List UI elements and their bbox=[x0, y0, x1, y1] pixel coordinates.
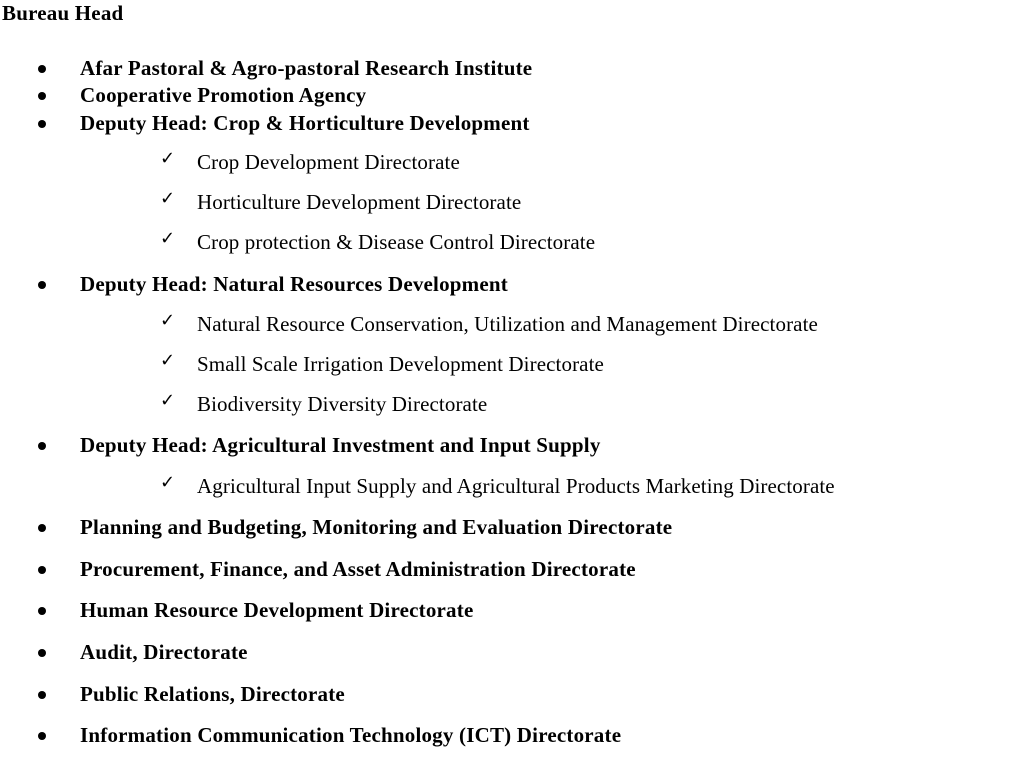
sub-list-item-label: Horticulture Development Directorate bbox=[197, 190, 522, 214]
checkmark-icon: ✓ bbox=[160, 310, 176, 331]
bullet-icon bbox=[38, 732, 46, 740]
bullet-icon bbox=[38, 607, 46, 615]
checkmark-icon: ✓ bbox=[160, 188, 176, 209]
sub-list-item-label: Natural Resource Conservation, Utilization and Management Directorate bbox=[197, 312, 818, 336]
checkmark-icon: ✓ bbox=[160, 472, 176, 493]
checkmark-icon: ✓ bbox=[160, 148, 176, 169]
bullet-icon bbox=[38, 120, 46, 128]
list-item-label: Deputy Head: Crop & Horticulture Development bbox=[80, 111, 530, 135]
sub-list-item-label: Biodiversity Diversity Directorate bbox=[197, 392, 488, 416]
list-item-label: Afar Pastoral & Agro-pastoral Research Institute bbox=[80, 56, 533, 80]
list-item-label: Deputy Head: Natural Resources Development bbox=[80, 272, 508, 296]
bullet-icon bbox=[38, 524, 46, 532]
bullet-icon bbox=[38, 442, 46, 450]
sub-list-item-label: Crop Development Directorate bbox=[197, 150, 460, 174]
bullet-icon bbox=[38, 92, 46, 100]
bullet-icon bbox=[38, 691, 46, 699]
list-item-label: Deputy Head: Agricultural Investment and Input Supply bbox=[80, 433, 601, 457]
list-item-label: Audit, Directorate bbox=[80, 640, 248, 664]
bullet-icon bbox=[38, 65, 46, 73]
bullet-icon bbox=[38, 566, 46, 574]
bullet-icon bbox=[38, 649, 46, 657]
document-heading: Bureau Head bbox=[2, 1, 124, 25]
sub-list-item-label: Crop protection & Disease Control Directorate bbox=[197, 230, 596, 254]
list-item-label: Cooperative Promotion Agency bbox=[80, 83, 367, 107]
list-item-label: Human Resource Development Directorate bbox=[80, 598, 474, 622]
list-item-label: Information Communication Technology (ICT) Directorate bbox=[80, 723, 622, 747]
list-item-label: Planning and Budgeting, Monitoring and Evaluation Directorate bbox=[80, 515, 673, 539]
bullet-icon bbox=[38, 281, 46, 289]
checkmark-icon: ✓ bbox=[160, 350, 176, 371]
sub-list-item-label: Agricultural Input Supply and Agricultural Products Marketing Directorate bbox=[197, 474, 835, 498]
sub-list-item-label: Small Scale Irrigation Development Directorate bbox=[197, 352, 604, 376]
checkmark-icon: ✓ bbox=[160, 228, 176, 249]
checkmark-icon: ✓ bbox=[160, 390, 176, 411]
list-item-label: Public Relations, Directorate bbox=[80, 682, 345, 706]
list-item-label: Procurement, Finance, and Asset Administration Directorate bbox=[80, 557, 636, 581]
